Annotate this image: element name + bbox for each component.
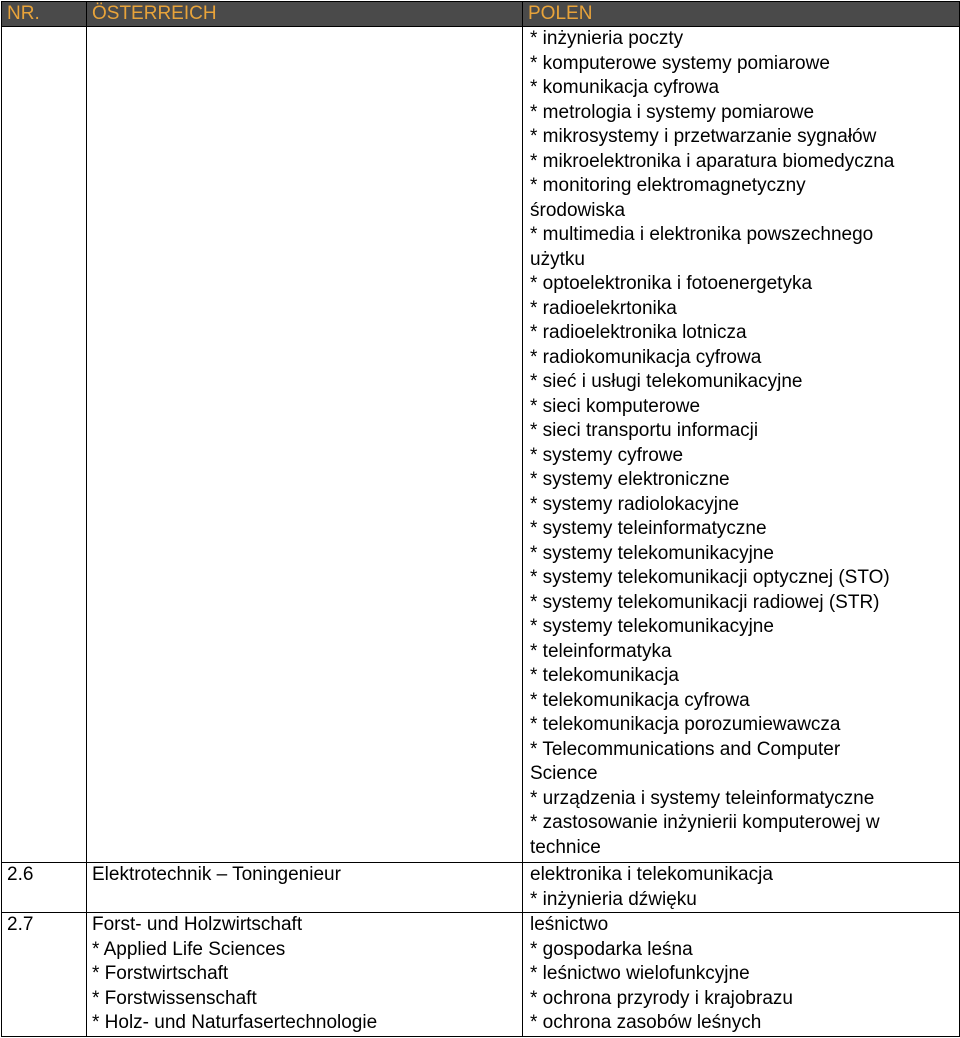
austria-line: Forst- und Holzwirtschaft	[92, 914, 303, 935]
poland-line: * inżynieria dźwięku	[530, 888, 697, 910]
poland-line: * systemy telekomunikacyjne	[530, 542, 774, 564]
poland-line: * systemy cyfrowe	[530, 444, 684, 466]
header-row	[2, 2, 960, 27]
comparison-table	[1, 1, 960, 1037]
poland-line: * sieć i usługi telekomunikacyjne	[530, 371, 803, 392]
poland-cell	[523, 913, 960, 1037]
poland-line: * komputerowe systemy pomiarowe	[530, 52, 830, 74]
poland-line: * mikroelektronika i aparatura biomedyczna	[530, 150, 895, 172]
austria-line: * Applied Life Sciences	[92, 938, 286, 960]
row-number: 2.6	[2, 863, 87, 913]
poland-line: * gospodarka leśna	[530, 938, 693, 960]
poland-line: * komunikacja cyfrowa	[530, 77, 720, 98]
poland-line: * telekomunikacja cyfrowa	[530, 689, 750, 711]
poland-line: * leśnictwo wielofunkcyjne	[530, 963, 750, 984]
poland-line: * teleinformatyka	[530, 640, 672, 662]
austria-cell	[87, 913, 523, 1037]
poland-cell	[523, 863, 960, 913]
header-poland: POLEN	[523, 2, 960, 27]
poland-line: * multimedia i elektronika powszechnego	[530, 224, 874, 245]
poland-line: * zastosowanie inżynierii komputerowej w	[530, 812, 880, 833]
poland-line: * systemy telekomunikacyjne	[530, 616, 774, 637]
poland-line: * ochrona zasobów leśnych	[530, 1012, 762, 1033]
poland-line: * monitoring elektromagnetyczny	[530, 175, 806, 196]
poland-line: * optoelektronika i fotoenergetyka	[530, 273, 813, 294]
poland-line: * urządzenia i systemy teleinformatyczne	[530, 787, 875, 809]
austria-cell	[87, 27, 523, 863]
poland-line: * mikrosystemy i przetwarzanie sygnałów	[530, 126, 877, 147]
poland-line: * inżynieria poczty	[530, 28, 684, 49]
poland-line: elektronika i telekomunikacja	[530, 864, 773, 885]
poland-line: * Telecommunications and Computer	[530, 738, 841, 760]
poland-line: * radioelektronika lotnicza	[530, 322, 747, 343]
poland-line: * sieci transportu informacji	[530, 420, 759, 441]
poland-line: technice	[530, 836, 601, 858]
austria-line: Elektrotechnik – Toningenieur	[92, 864, 341, 885]
poland-line: * telekomunikacja porozumiewawcza	[530, 714, 841, 735]
poland-line: * systemy teleinformatyczne	[530, 518, 767, 539]
poland-line: * metrologia i systemy pomiarowe	[530, 101, 815, 123]
austria-line: * Holz- und Naturfasertechnologie	[92, 1012, 378, 1033]
poland-line: użytku	[530, 248, 585, 270]
poland-line: Science	[530, 763, 598, 784]
poland-line: * sieci komputerowe	[530, 395, 701, 417]
table-row	[2, 27, 960, 863]
austria-cell	[87, 863, 523, 913]
austria-line: * Forstwissenschaft	[92, 987, 257, 1009]
table-row	[2, 913, 960, 1037]
poland-cell	[523, 27, 960, 863]
poland-line: * radiokomunikacja cyfrowa	[530, 346, 762, 368]
austria-line: * Forstwirtschaft	[92, 963, 229, 984]
poland-line: * ochrona przyrody i krajobrazu	[530, 987, 793, 1009]
poland-line: leśnictwo	[530, 914, 609, 935]
row-number: 2.7	[2, 913, 87, 1037]
poland-line: * systemy elektroniczne	[530, 469, 730, 490]
poland-line: * telekomunikacja	[530, 665, 679, 686]
table-row	[2, 863, 960, 913]
poland-line: * systemy radiolokacyjne	[530, 493, 740, 515]
poland-line: środowiska	[530, 199, 626, 221]
poland-line: * systemy telekomunikacji optycznej (STO)	[530, 567, 890, 588]
poland-line: * radioelekrtonika	[530, 297, 677, 319]
header-nr: NR.	[2, 2, 87, 27]
row-number	[2, 27, 87, 863]
header-austria: ÖSTERREICH	[87, 2, 523, 27]
poland-line: * systemy telekomunikacji radiowej (STR)	[530, 591, 880, 613]
